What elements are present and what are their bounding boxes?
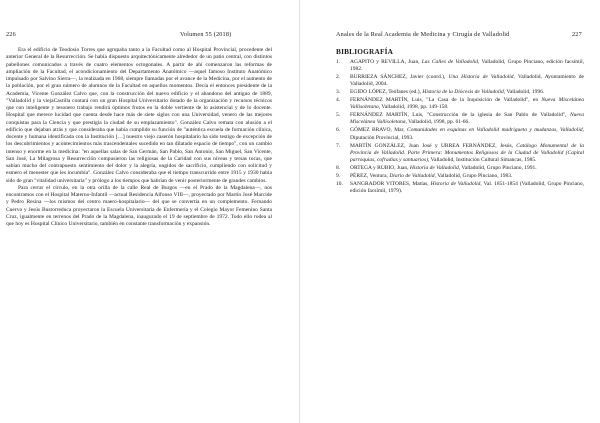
reference-number: 1. — [336, 59, 341, 65]
right-page-number: 227 — [572, 31, 582, 38]
reference-number: 4. — [336, 97, 341, 104]
reference-author: ORTEGA y RUBIO, Juan, — [350, 164, 410, 171]
reference-author: FERNÁNDEZ MARTÍN, Luis, "La Casa de la Inquisición de Valladolid", en — [350, 97, 542, 104]
reference-title: Nueva Miscelánea Vallisoletana — [350, 97, 584, 111]
reference-author: EGIDO LÓPEZ, Teófanes (ed.), — [350, 89, 423, 96]
reference-item — [336, 143, 584, 164]
reference-title: Nueva Miscelánea Vallisoletana — [350, 112, 584, 126]
reference-title: Diario de Valladolid — [389, 172, 435, 179]
reference-title: Una Historia de Valladolid — [448, 74, 514, 81]
reference-item — [336, 89, 584, 96]
reference-list — [336, 59, 584, 195]
reference-title: Historia de la Diócesis de Valladolid — [422, 89, 504, 96]
reference-number: 3. — [336, 89, 341, 96]
article-body — [6, 47, 272, 228]
left-running-head: Volumen 55 (2018) — [180, 31, 232, 38]
reference-title: Historia de Valladolid — [430, 180, 481, 187]
reference-publication: , Valladolid, Institución Cultural Simancas, 1985. — [428, 156, 537, 163]
reference-title: Comunidades en esquinas en Valladolid madrigueta y mudanzas, Valladolid — [407, 127, 583, 134]
reference-publication: , Valladolid, Grupo Pinciano, edición facsímil, 1982. — [350, 59, 584, 73]
reference-item — [336, 97, 584, 111]
reference-publication: , Valladolid, Grupo Pinciano, 1991. — [458, 164, 537, 171]
reference-author: SANGRADOR VITORES, Matías, — [350, 180, 431, 187]
reference-title: Las Calles de Valladolid — [421, 59, 479, 65]
reference-title: Catálogo Monumental de la Provincia de Valladolid. Parte Primera: Monumentos Religiosos de la Ciudad de Valladolid (Capital parroquias, cofradías y santuarios) — [350, 142, 584, 163]
reference-publication: , Valladolid, Ayuntamiento de Valladolid, 2004. — [350, 74, 584, 88]
reference-number: 10. — [336, 180, 343, 187]
reference-author: AGAPITO y REVILLA, Juan, — [350, 59, 422, 65]
reference-number: 2. — [336, 74, 341, 81]
reference-item — [336, 181, 584, 195]
reference-number: 7. — [336, 142, 341, 149]
reference-number: 8. — [336, 164, 341, 171]
left-page-number: 226 — [6, 31, 16, 38]
reference-author: GÓMEZ BRAVO, Mar, — [350, 127, 408, 134]
bibliography-heading: BIBLIOGRAFÍA — [336, 47, 394, 56]
reference-author: BURRIEZA SÁNCHEZ, Javier (coord.), — [350, 74, 449, 81]
reference-number: 6. — [336, 127, 341, 134]
reference-item — [336, 112, 584, 126]
paragraph: Para cerrar el círculo, en la otra orilla de la calle Real de Burgos —en el Prado de la Magdalena—, nos encontramos con el Hospital Materno-Infantil —actual Residencia Alfonso VIII—, proyectado por Martín José Marcide y Pedro Resina —los mismos del centro maero-hospitalario— del que se convertía en un complemento. Fernando Cuervo y Jesús Bustorreduca proyectaron la Escuela Universitaria de Enfermería y el Colegio Mayor Femenino Santa Cruz, igualmente en terrenos del Prado de la Magdalena, inaugurado el 19 de septiembre de 1972. Todo ello rodea al que hoy es Hospital Clínico Universitario, también en constante transformación y expansión. — [6, 184, 272, 227]
reference-publication: , Valladolid, Grupo Pinciano, 1983. — [434, 172, 513, 179]
reference-item — [336, 59, 584, 73]
reference-publication: , Valladolid, 1998, pp. 61-66. — [405, 119, 470, 126]
bibliography — [336, 47, 584, 196]
reference-item — [336, 173, 584, 180]
reference-publication: , Valladolid, 1998, pp. 149-158. — [378, 104, 449, 111]
paragraph: Era el edificio de Teodosio Torres que agrupaba tanto a la Facultad como al Hospital Provincial, procedente del anterior General de la Resurrección. Se había dispuesto arquitectónicamente alrededor de un patio central, con distintos pabellones comunicados a través de cuatro elementos octogonales. A partir de ahí comenzaron las reformas de ampliación de la Facultad, el acondicionamiento del Departamento Anatómico —aquel famoso Instituto Anatómico impulsado por Salvino Sierra—, la realizada en 1968, siempre llamadas por el avance de la Medicina, por el aumento de la población, por el gran número de alumnos de la Facultad en aquellos momentos. Decía el entonces presidente de la Academia, Vicente González Calvo que, con la construcción del nuevo edificio y el abandono del antiguo de 1889, "Valladolid y la viejaCastilla contará con un gran Hospital Universitario dotado de la organización y recursos técnicos que con inteligente y tesonero trabajo rendirá óptimos frutos en la doble vertiente de lo asistencial y de lo docente. Hospital que merece lucidad que cuenta desde hace más de siete siglos con una Universidad, venero de las mejores conquistas para la Ciencia y que prestigia la ciudad de su emplazamiento". González Calvo remata con alusión a el edificio que dejaban atrás y que consideraba que había cumplido su función de "auténtica escuela de formación clínica, docente y humana identificada con la Institución […] nuestro viejo caserón hospitalario ha sido testigo de excepción de los descubrimientos y acontecimientos más trascendentales sucedido en tan dilatado espacio de tiempo", con un cambio intenso y enorme en la medicina: "en aquellas salas de San Germán, San Pablo, San Antonio, San Miguel, San Vicente, San José, La Milagrosa y Resurrección compusieron las religiosas de la Caridad con sus níveas y tersas tocas, que sabían mucho del contrapuesto sentimiento del dolor y la alegría, ungidos de sacrificio, cumpliendo con solicitud y esmero el menester que les incumbía". González Calvo consideraba que el tiempo transcurrido entre 1915 y 1930 había sido de gran "vitalidad universitaria" y prólogo a los tiempos que habrían de venir posteriormente de grandes cambios. — [6, 47, 272, 184]
reference-publication: , Val. 1851-1854 (Valladolid, Grupo Pinciano, edición facsímil, 1979). — [350, 180, 584, 194]
reference-item — [336, 74, 584, 88]
right-running-head: Anales de la Real Academia de Medicina y Cirugía de Valladolid — [336, 31, 510, 38]
reference-author: FERNÁNDEZ MARTÍN, Luis, "Construcción de la iglesia de San Pablo de Valladolid", — [350, 112, 570, 119]
right-page — [300, 0, 600, 423]
reference-title: Historia de Valladolid — [409, 164, 459, 171]
reference-publication: , Valladolid, 1996. — [503, 89, 545, 96]
reference-number: 5. — [336, 112, 341, 119]
reference-author: MARTÍN GONZÁLEZ, Juan José y URREA FERNÁNDEZ, Jesús, — [350, 142, 517, 149]
reference-author: PÉREZ, Ventura, — [350, 172, 390, 179]
reference-item — [336, 127, 584, 141]
reference-publication: , Diputación Provincial, 1993. — [350, 127, 584, 141]
reference-item — [336, 165, 584, 172]
reference-number: 9. — [336, 172, 341, 179]
